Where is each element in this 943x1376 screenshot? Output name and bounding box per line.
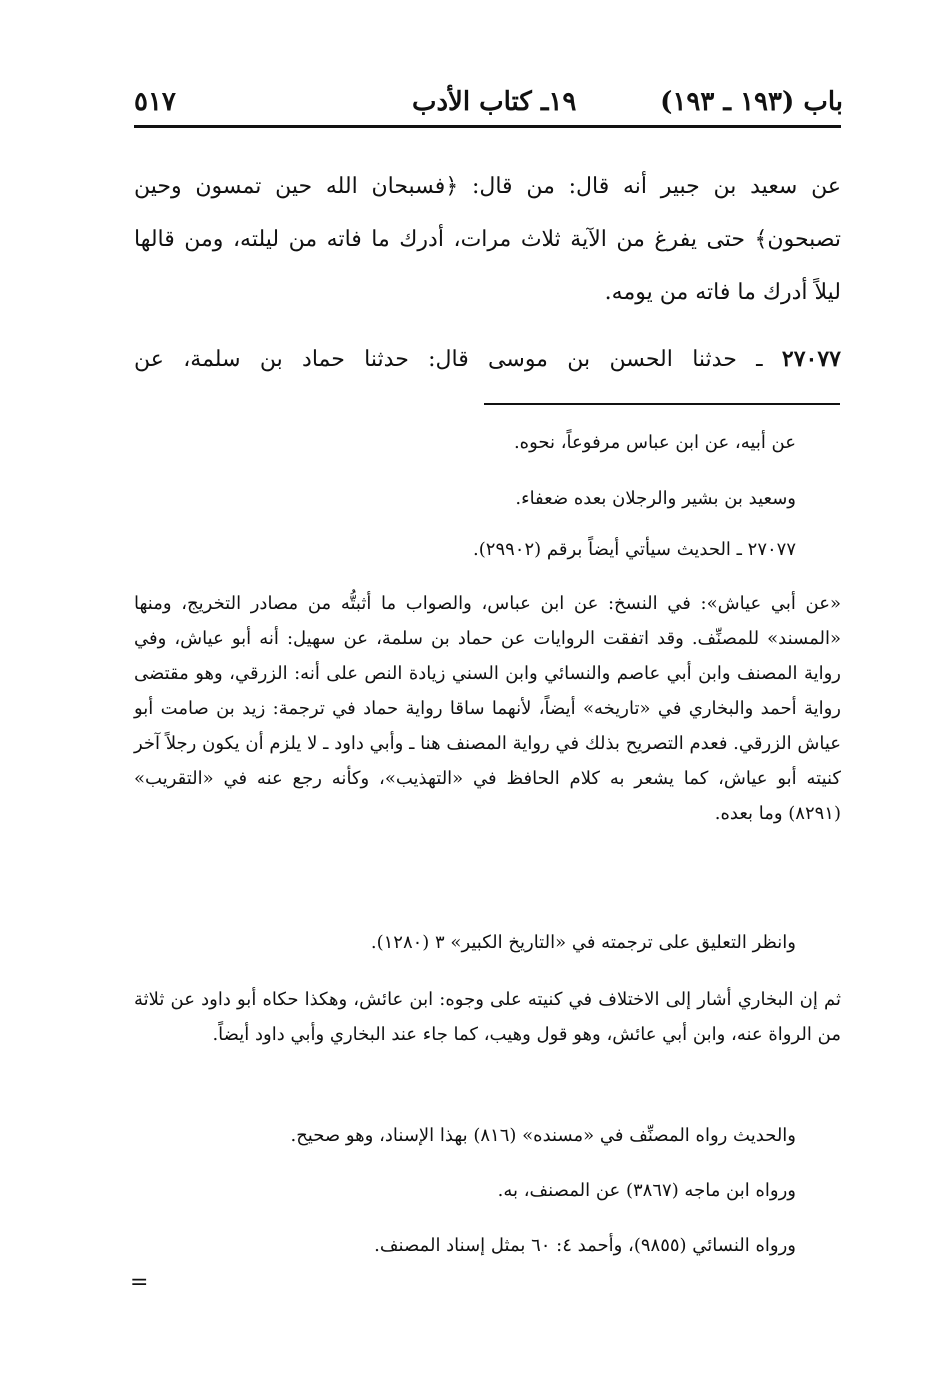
footnote-line: عن أبيه، عن ابن عباس مرفوعاً، نحوه. bbox=[513, 432, 796, 453]
footnote-line: وسعيد بن بشير والرجلان بعده ضعفاء. bbox=[515, 488, 796, 509]
hadith-entry bbox=[134, 333, 841, 386]
footnote-line: ورواه النسائي (٩٨٥٥)، وأحمد ٤: ٦٠ بمثل إسناد المصنف. bbox=[374, 1235, 796, 1256]
footnote-separator bbox=[484, 403, 840, 405]
footnote-line: ورواه ابن ماجه (٣٨٦٧) عن المصنف، به. bbox=[497, 1180, 796, 1201]
book-title: ١٩ـ كتاب الأدب bbox=[412, 87, 577, 117]
chapter-heading: باب (١٩٣ ـ ١٩٣) bbox=[660, 87, 843, 117]
footnote-paragraph: «عن أبي عياش»: في النسخ: عن ابن عباس، والصواب ما أثبتُّه من مصادر التخريج، ومنها «المسند» للمصنِّف. وقد اتفقت الروايات عن حماد بن سلمة، عن سهيل: أنه أبو عياش، وفي رواية المصنف وابن أبي عاصم والنسائي وابن السني زيادة النص على أنه: الزرقي، وهو مقتضى رواية أحمد والبخاري في «تاريخه» أيضاً، لأنهما ساقا رواية حماد في ترجمة: زيد بن صامت أبو عياش الزرقي. فعدم التصريح بذلك في رواية المصنف هنا ـ وأبي داود ـ لا يلزم أن يكون رجلاً آخر كنيته أبو عياش، كما يشعر به كلام الحافظ في «التهذيب»، وكأنه رجع عنه في «التقريب» (٨٢٩١) وما بعده. bbox=[134, 593, 841, 824]
footnote-paragraph: ثم إن البخاري أشار إلى الاختلاف في كنيته على وجوه: ابن عائش، وهكذا حكاه أبو داود عن ثلاثة من الرواة عنه، وابن أبي عائش، وهو قول وهيب، كما جاء عند البخاري وأبي داود أيضاً. bbox=[134, 989, 841, 1045]
header-rule bbox=[134, 125, 841, 128]
footnote-line: والحديث رواه المصنِّف في «مسنده» (٨١٦) بهذا الإسناد، وهو صحيح. bbox=[290, 1125, 796, 1146]
page-number: ٥١٧ bbox=[134, 87, 176, 117]
footnote-line: ٢٧٠٧٧ ـ الحديث سيأتي أيضاً برقم (٢٩٩٠٢). bbox=[473, 539, 796, 560]
main-paragraph: عن سعيد بن جبير أنه قال: من قال: ﴿فسبحان الله حين تمسون وحين تصبحون﴾ حتى يفرغ من الآية ثلاث مرات، أدرك ما فاته من ليلته، ومن قالها ليلاً أدرك ما فاته من يومه. bbox=[134, 174, 841, 305]
continuation-mark: = bbox=[130, 1270, 149, 1295]
hadith-number: ٢٧٠٧٧ bbox=[781, 346, 841, 372]
footnote-line: وانظر التعليق على ترجمته في «التاريخ الكبير» ٣ (١٢٨٠). bbox=[370, 932, 796, 953]
hadith-text: ـ حدثنا الحسن بن موسى قال: حدثنا حماد بن سلمة، عن bbox=[134, 347, 782, 372]
